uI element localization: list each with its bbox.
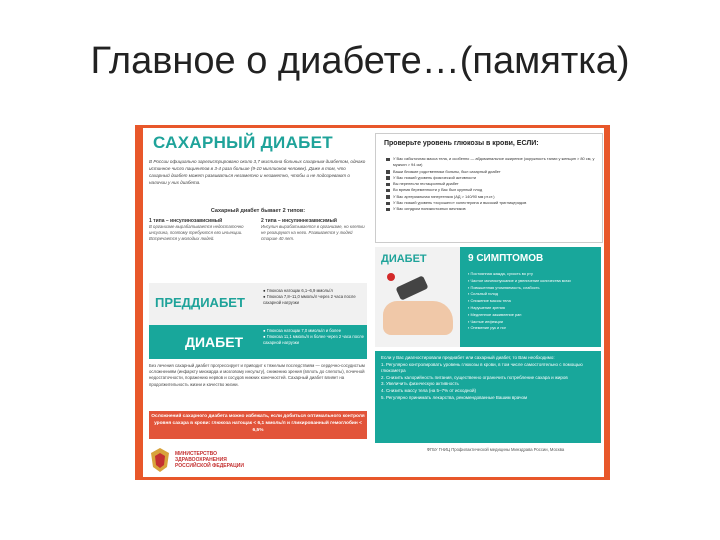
check-glucose-box (375, 133, 603, 243)
list-item: ● Глюкоза 7,8–11,0 ммоль/л через 2 часа после сахарной нагрузки (263, 294, 356, 305)
list-item: 3. Увеличить физическую активность (381, 381, 459, 387)
symptoms-panel (460, 247, 601, 347)
diabetes-box (149, 325, 367, 359)
list-item: У Вас низкий уровень физической активности (386, 175, 598, 181)
advice-lead: Если у Вас диагностировали предиабет или сахарный диабет, то Вам необходимо: (381, 355, 555, 360)
list-item: У Вас избыточная масса тела, и особенно — абдоминальное ожирение (окружность талии у женщин > 80 см, у мужчин > 94 см) (386, 156, 598, 169)
diabetes-list (263, 328, 365, 346)
symptoms-list (468, 271, 598, 332)
list-item: ▪ Повышенная утомляемость, слабость (468, 284, 540, 290)
list-item: Вы перенесли гестационный диабет (386, 181, 598, 187)
poster-frame-left (135, 125, 143, 480)
glucometer-image (375, 247, 460, 347)
symptoms-title: 9 СИМПТОМОВ (468, 253, 544, 264)
types-heading: Сахарный диабет бывает 2 типов: (210, 208, 306, 214)
list-item: ▪ Постоянная жажда, сухость во рту (468, 271, 533, 276)
poster-frame-top (135, 125, 610, 128)
warning-text: Без лечения сахарный диабет прогрессирует и приводит к тяжелым последствиям — сердечно-сосудистым осложнениям (инфаркту миокарда и мозговому инсульту), снижению зрения (вплоть до слепоты), почечной недостаточности, поражению нервов и сосудов нижних конечностей. Сахарный диабет влияет на продолжительность жизни и качество жизни. (149, 363, 365, 387)
list-item: Во время беременности у Вас был крупный плод (386, 187, 598, 193)
list-item: ● Глюкоза натощак 6,1–6,9 ммоль/л (263, 288, 333, 293)
ministry-name: МИНИСТЕРСТВО ЗДРАВООХРАНЕНИЯ РОССИЙСКОЙ ФЕДЕРАЦИИ (175, 451, 244, 469)
advice-panel (375, 351, 601, 443)
list-item: ▪ Онемение рук и ног (468, 325, 507, 331)
type1-text: В организме вырабатывается недостаточно инсулина, поэтому требуются его инъекции. Встречается у молодых людей. (149, 224, 244, 241)
poster-intro: В России официально зарегистрировано около 3,7 миллиона больных сахарным диабетом, однако истинное число пациентов в 3-4 раза больше (9-10 миллионов человек). Даже в том, что сахарный диабет может развиваться незаметно и незаметно, чтобы и не подозревают о наличии у них диабета. (149, 159, 366, 185)
blood-drop-icon (387, 273, 395, 281)
list-item: 5. Регулярно принимать лекарства, рекомендованные Вашим врачом (381, 394, 528, 400)
hand-illustration (383, 301, 453, 335)
list-item: ● Глюкоза натощак 7,0 ммоль/л и более (263, 328, 342, 333)
list-item: 4. Снизить массу тела (на 5–7% от исходной) (381, 387, 477, 393)
type1-block (149, 218, 253, 242)
check-list (386, 156, 598, 213)
list-item: У Вас низкий уровень «хорошего» холестерина и высокий триглицеридов (386, 200, 598, 206)
list-item: У Вас синдром поликистозных яичников (386, 206, 598, 212)
poster-frame-right (604, 125, 610, 480)
complications-note: Осложнений сахарного диабета можно избежать, если добиться оптимального контроля уровня сахара в крови: глюкоза натощак < 6,1 ммоль/л и гликированный гемоглобин < 6,5% (149, 411, 367, 439)
list-item: У Вас артериальная гипертензия (АД > 140/90 мм рт.ст.) (386, 194, 598, 200)
type1-heading: 1 типа – инсулинозависимый (149, 218, 223, 224)
coat-of-arms-icon (149, 447, 171, 473)
list-item: ▪ Частые инфекции (468, 318, 503, 324)
ministry-logo (149, 445, 299, 475)
diabetes-poster (135, 125, 610, 480)
list-item: ▪ Медленное заживление ран (468, 311, 522, 317)
center-credit: ФГБУ ГНИЦ Профилактической медицины Минздрава России, Москва (426, 447, 565, 452)
check-heading: Проверьте уровень глюкозы в крови, ЕСЛИ: (384, 140, 539, 147)
advice-text (381, 355, 597, 401)
list-item: Ваши близкие родственники больны, был сахарный диабет (386, 169, 598, 175)
list-item: 2. Снизить калорийность питания, существенно ограничить потребление сахара и жиров (381, 374, 568, 380)
prediabetes-label: ПРЕДДИАБЕТ (155, 295, 245, 310)
prediabetes-box (149, 283, 367, 325)
type2-heading: 2 типа – инсулиннезависимый (261, 218, 337, 224)
poster-frame-bottom (135, 477, 610, 480)
type2-text: Инсулин вырабатывается в организме, но клетки не реагируют на него. Развивается у людей старше 40 лет. (261, 224, 365, 241)
list-item: ● Глюкоза 11,1 ммоль/л и более через 2 часа после сахарной нагрузки (263, 334, 364, 345)
slide-title: Главное о диабете…(памятка) (90, 40, 630, 82)
list-item: ▪ Сильный голод (468, 291, 499, 297)
prediabetes-list (263, 288, 365, 306)
diabetes-label: ДИАБЕТ (185, 334, 244, 350)
list-item: ▪ Нарушение зрения (468, 304, 505, 310)
poster-title: САХАРНЫЙ ДИАБЕТ (153, 133, 333, 152)
type2-block (261, 218, 367, 242)
symptoms-image-label: ДИАБЕТ (381, 253, 427, 265)
list-item: 1. Регулярно контролировать уровень глюкозы в крови, в том числе самостоятельно с помощью глюкометра (381, 361, 583, 374)
glucometer-icon (395, 275, 428, 300)
list-item: ▪ Частое мочеиспускание и увеличение количества мочи (468, 277, 571, 283)
list-item: ▪ Снижение массы тела (468, 298, 511, 304)
